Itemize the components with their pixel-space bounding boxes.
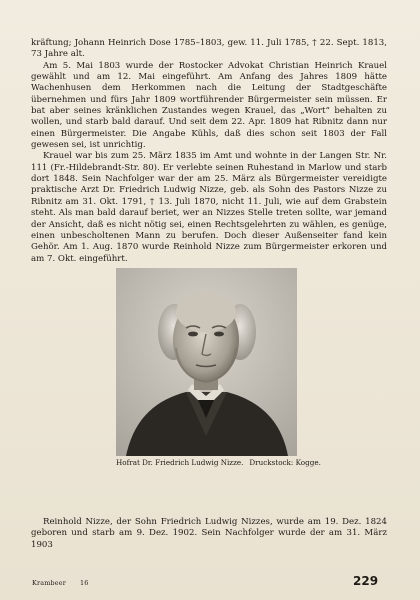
paragraph: kräftung; Johann Heinrich Dose 1785–1803, gew. 11. Juli 1785, † 22. Sept. 1813, 73 Jahre alt. xyxy=(31,38,387,60)
footer-title: Krambeer xyxy=(32,579,67,587)
body-text-top xyxy=(31,38,387,265)
page-number: 229 xyxy=(353,574,379,588)
footer-sheet-number: 16 xyxy=(80,579,89,587)
body-text-bottom xyxy=(31,517,387,551)
paragraph: Am 5. Mai 1803 wurde der Rostocker Advokat Christian Heinrich Krauel gewählt und am 12. Mai eingeführt. Am Anfang des Jahres 1809 hätte Wachenhusen dem Herkommen nach die Leitung der Stadtgeschäfte übernehmen und fürs Jahr 1809 wortführender Bürgermeister sein müssen. Er bat aber seines kränklichen Zustandes wegen Krauel, das „Wort“ behalten zu wollen, und starb bald darauf. Und seit dem 22. Apr. 1809 hat Ribnitz dann nur einen Bürgermeister. Die Angabe Kühls, daß dies schon seit 1803 der Fall gewesen sei, ist unrichtig. xyxy=(31,60,387,151)
paragraph: Krauel war bis zum 25. März 1835 im Amt und wohnte in der Langen Str. Nr. 111 (Fr.-Hildebrandt-Str. 80). Er verlebte seinen Ruhestand in Marlow und starb dort 1848. Sein Nachfolger war der am 25. März als Bürgermeister vereidigte praktische Arzt Dr. Friedrich Ludwig Nizze, geb. als Sohn des Pastors Nizze zu Ribnitz am 31. Okt. 1791, † 13. Juli 1870, nicht 11. Juli, wie auf dem Grabstein steht. Als man bald darauf beriet, wer an Nizzes Stelle treten sollte, war jemand der Ansicht, daß es nicht nötig sei, einen Rechtsgelehrten zu wählen, es genüge, einen unbescholtenen Mann zu berufen. Doch dieser Außenseiter fand kein Gehör. Am 1. Aug. 1870 wurde Reinhold Nizze zum Bürgermeister erkoren und am 7. Okt. eingeführt. xyxy=(31,151,387,264)
portrait-photo xyxy=(116,268,297,456)
caption-credit: Druckstock: Kogge. xyxy=(249,458,321,467)
photo-caption xyxy=(116,458,321,467)
paragraph: Reinhold Nizze, der Sohn Friedrich Ludwig Nizzes, wurde am 19. Dez. 1824 geboren und starb am 9. Dez. 1902. Sein Nachfolger wurde der am 31. März 1903 xyxy=(31,517,387,550)
caption-text: Hofrat Dr. Friedrich Ludwig Nizze. xyxy=(116,458,244,467)
footer-signature xyxy=(32,579,89,587)
